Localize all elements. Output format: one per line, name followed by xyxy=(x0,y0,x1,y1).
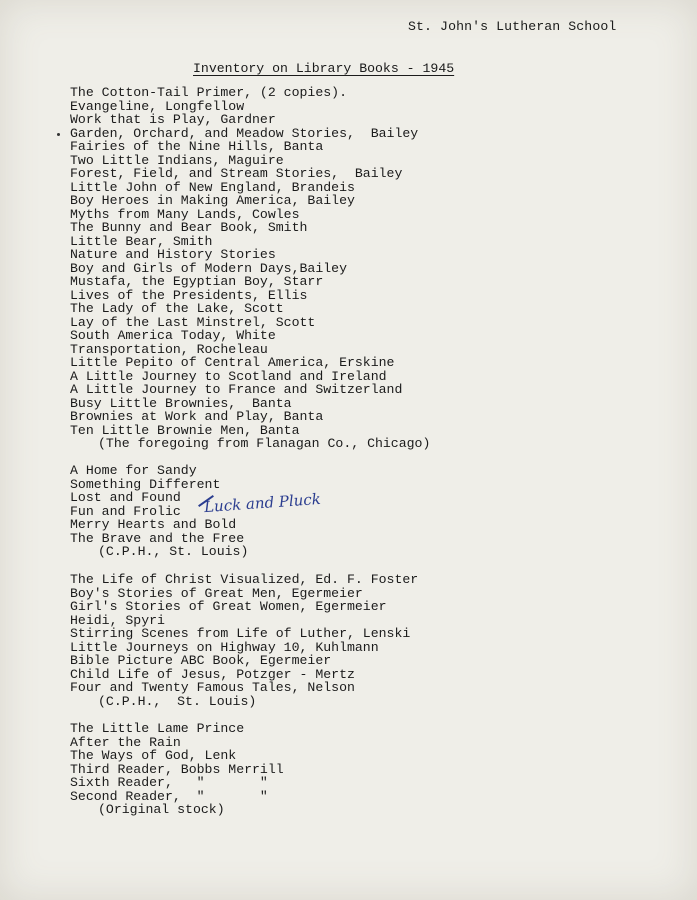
book-line: Nature and History Stories xyxy=(70,247,276,262)
book-line: Boy and Girls of Modern Days,Bailey xyxy=(70,260,347,276)
book-line: Fun and Frolic xyxy=(70,503,181,519)
book-line: The Ways of God, Lenk xyxy=(70,748,237,763)
book-line: Little Bear, Smith xyxy=(70,233,213,249)
book-line: A Little Journey to France and Switzerland xyxy=(70,382,403,397)
book-line: The Brave and the Free xyxy=(70,530,245,546)
source-note: (Original stock) xyxy=(98,802,225,817)
book-line: Stirring Scenes from Life of Luther, Lenski xyxy=(70,626,411,641)
book-line: Two Little Indians, Maguire xyxy=(70,152,284,168)
book-line: A Home for Sandy xyxy=(70,463,197,478)
book-line: Child Life of Jesus, Potzger - Mertz xyxy=(70,666,355,682)
book-section-flanagan xyxy=(70,86,430,451)
book-line: Forest, Field, and Stream Stories, Bailey xyxy=(70,166,403,181)
book-line: Lives of the Presidents, Ellis xyxy=(70,287,308,303)
book-line: South America Today, White xyxy=(70,328,276,343)
book-line: The Life of Christ Visualized, Ed. F. Foster xyxy=(70,572,419,587)
book-line: Second Reader, " " xyxy=(70,788,268,804)
book-line: Sixth Reader, " " xyxy=(70,775,268,790)
document-title: Inventory on Library Books - 1945 xyxy=(193,61,455,76)
book-line: A Little Journey to Scotland and Ireland xyxy=(70,368,387,384)
book-line: Busy Little Brownies, Banta xyxy=(70,395,292,411)
book-line: Bible Picture ABC Book, Egermeier xyxy=(70,653,332,668)
book-line: Brownies at Work and Play, Banta xyxy=(70,409,324,424)
book-line: Ten Little Brownie Men, Banta xyxy=(70,422,300,438)
book-line: After the Rain xyxy=(70,734,181,750)
book-line: Heidi, Spyri xyxy=(70,612,165,628)
book-line: Myths from Many Lands, Cowles xyxy=(70,206,300,222)
book-line: Little Journeys on Highway 10, Kuhlmann xyxy=(70,639,379,655)
book-line: Work that is Play, Gardner xyxy=(70,112,276,127)
book-line: Garden, Orchard, and Meadow Stories, Bailey xyxy=(70,125,419,141)
book-line: Transportation, Rocheleau xyxy=(70,341,268,357)
book-line: The Lady of the Lake, Scott xyxy=(70,301,284,316)
book-line: Four and Twenty Famous Tales, Nelson xyxy=(70,680,355,695)
book-line: Lay of the Last Minstrel, Scott xyxy=(70,314,316,330)
book-line: Boy Heroes in Making America, Bailey xyxy=(70,193,355,208)
book-section-cph-2 xyxy=(70,573,418,708)
book-line: The Little Lame Prince xyxy=(70,721,245,736)
book-line: Girl's Stories of Great Women, Egermeier xyxy=(70,599,387,614)
book-line: Little Pepito of Central America, Erskine xyxy=(70,355,395,370)
book-line: Little John of New England, Brandeis xyxy=(70,179,355,195)
book-line: Merry Hearts and Bold xyxy=(70,517,237,532)
book-line: Third Reader, Bobbs Merrill xyxy=(70,761,284,777)
book-line: Fairies of the Nine Hills, Banta xyxy=(70,139,324,154)
book-line: The Cotton-Tail Primer, (2 copies). xyxy=(70,85,347,100)
book-section-original xyxy=(70,722,284,817)
source-note: (The foregoing from Flanagan Co., Chicago) xyxy=(98,436,431,451)
book-line: Mustafa, the Egyptian Boy, Starr xyxy=(70,274,324,289)
source-note: (C.P.H., St. Louis) xyxy=(98,693,257,709)
book-line: The Bunny and Bear Book, Smith xyxy=(70,220,308,235)
book-line: Boy's Stories of Great Men, Egermeier xyxy=(70,585,363,601)
school-name: St. John's Lutheran School xyxy=(408,19,617,34)
book-line: Something Different xyxy=(70,476,221,492)
book-line: Evangeline, Longfellow xyxy=(70,98,245,114)
margin-mark xyxy=(57,133,60,136)
book-line: Lost and Found xyxy=(70,490,181,505)
source-note: (C.P.H., St. Louis) xyxy=(98,544,249,559)
handwritten-note: Luck and Pluck xyxy=(203,489,322,517)
